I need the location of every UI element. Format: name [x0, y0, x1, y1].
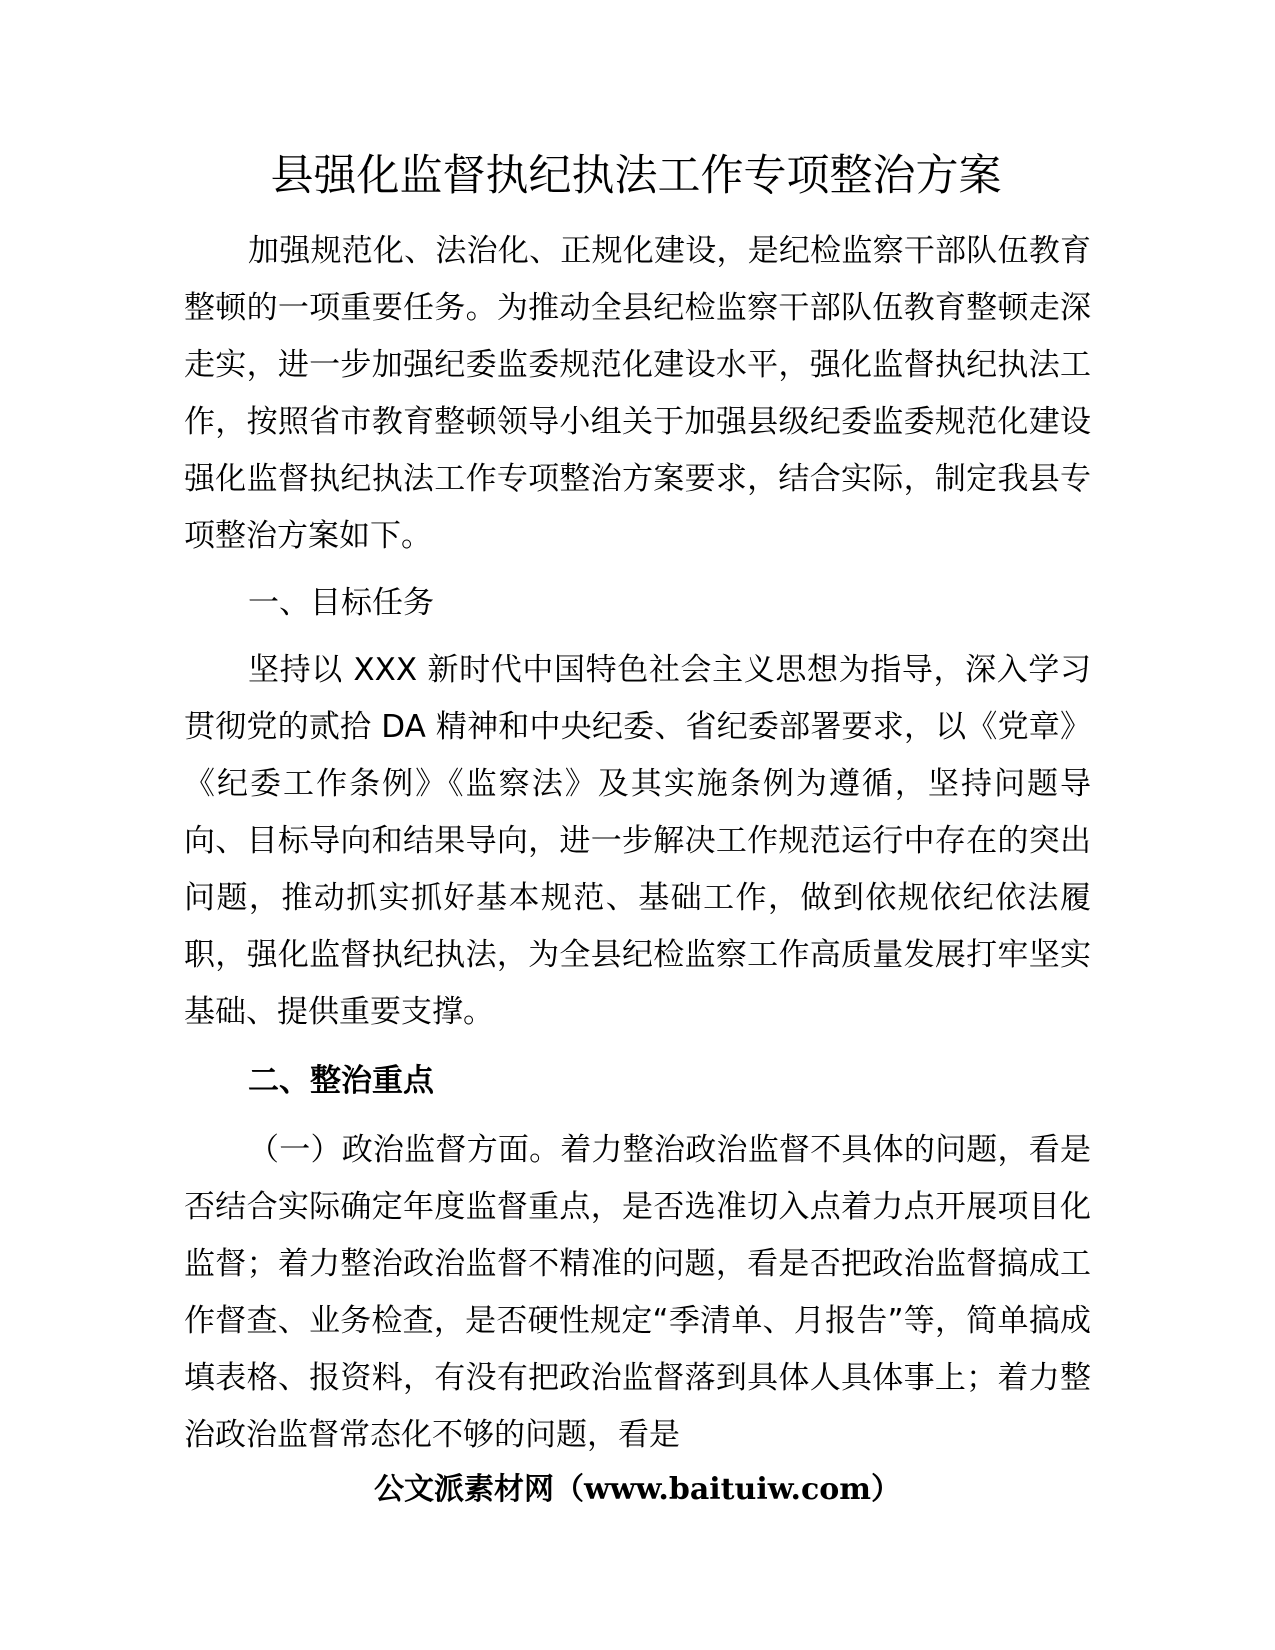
goals-paragraph: 坚持以 XXX 新时代中国特色社会主义思想为指导，深入学习贯彻党的贰拾 DA 精神和中央纪委、省纪委部署要求，以《党章》《纪委工作条例》《监察法》及其实施条例为遵循，坚持问题导向、目标导向和结果导向，进一步解决工作规范运行中存在的突出问题，推动抓实抓好基本规范、基础工作，做到依规依纪依法履职，强化监督执纪执法，为全县纪检监察工作高质量发展打牢坚实基础、提供重要支撑。 — [184, 652, 1091, 1030]
document-title: 县强化监督执纪执法工作专项整治方案 — [270, 151, 1002, 201]
section-heading-goals: 一、目标任务 — [248, 585, 434, 621]
document-body — [184, 223, 1091, 1464]
footer-watermark: 公文派素材网（www.baituiw.com） — [373, 1472, 902, 1507]
section-heading-focus: 二、整治重点 — [248, 1063, 434, 1099]
intro-paragraph: 加强规范化、法治化、正规化建设，是纪检监察干部队伍教育整顿的一项重要任务。为推动全县纪检监察干部队伍教育整顿走深走实，进一步加强纪委监委规范化建设水平，强化监督执纪执法工作，按照省市教育整顿领导小组关于加强县级纪委监委规范化建设强化监督执纪执法工作专项整治方案要求，结合实际，制定我县专项整治方案如下。 — [184, 233, 1091, 554]
focus-item-political-supervision: （一）政治监督方面。着力整治政治监督不具体的问题，看是否结合实际确定年度监督重点，是否选准切入点着力点开展项目化监督；着力整治政治监督不精准的问题，看是否把政治监督搞成工作督查、业务检查，是否硬性规定“季清单、月报告”等，简单搞成填表格、报资料，有没有把政治监督落到具体人具体事上；着力整治政治监督常态化不够的问题，看是 — [184, 1132, 1091, 1453]
